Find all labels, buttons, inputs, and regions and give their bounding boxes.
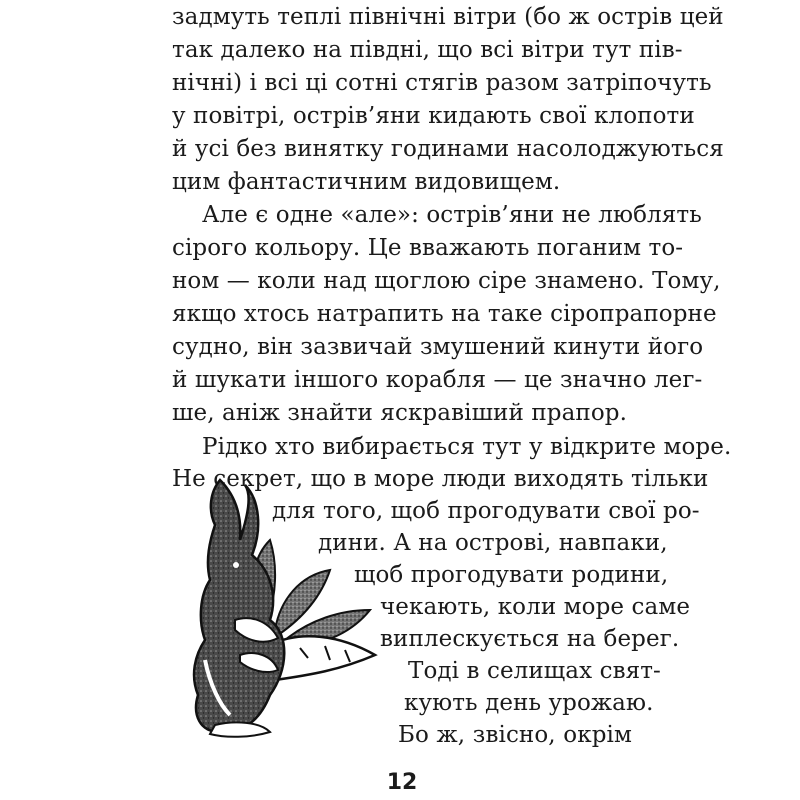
page-number: 12	[386, 770, 418, 795]
text-line: Бо ж, звісно, окрім	[398, 722, 632, 748]
text-line: задмуть теплі північні вітри (бо ж острів цей	[172, 4, 724, 30]
text-line: цим фантастичним видовищем.	[172, 169, 561, 195]
text-line: сірого кольору. Це вважають поганим то-	[172, 235, 684, 261]
text-line: й шукати іншого корабля — це значно лег-	[172, 367, 703, 393]
text-line: ше, аніж знайти яскравіший прапор.	[172, 400, 627, 426]
text-line: у повітрі, острів’яни кидають свої клопоти	[172, 103, 695, 129]
text-line: виплескується на берег.	[380, 626, 680, 652]
text-line: кують день урожаю.	[404, 690, 654, 716]
text-line: ном — коли над щоглою сіре знамено. Тому,	[172, 268, 721, 294]
text-line: судно, він зазвичай змушений кинути його	[172, 334, 704, 360]
text-line: Не секрет, що в море люди виходять тільки	[172, 466, 709, 492]
text-line: для того, щоб прогодувати свої ро-	[272, 498, 700, 524]
text-line: щоб прогодувати родини,	[354, 562, 669, 588]
rabbit-with-carrot-icon	[190, 470, 380, 740]
text-line: так далеко на півдні, що всі вітри тут пів-	[172, 37, 683, 63]
paragraph-first-line: Але є одне «але»: острів’яни не люблять	[202, 202, 702, 228]
text-line: Тоді в селищах свят-	[408, 658, 661, 684]
text-line: й усі без винятку годинами насолоджуються	[172, 136, 724, 162]
text-line: дини. А на острові, навпаки,	[318, 530, 668, 556]
paragraph-first-line: Рідко хто вибирається тут у відкрите море.	[202, 434, 732, 460]
text-line: чекають, коли море саме	[380, 594, 691, 620]
text-line: якщо хтось натрапить на таке сіропрапорне	[172, 301, 717, 327]
text-line: нічні) і всі ці сотні стягів разом затріпочуть	[172, 70, 712, 96]
